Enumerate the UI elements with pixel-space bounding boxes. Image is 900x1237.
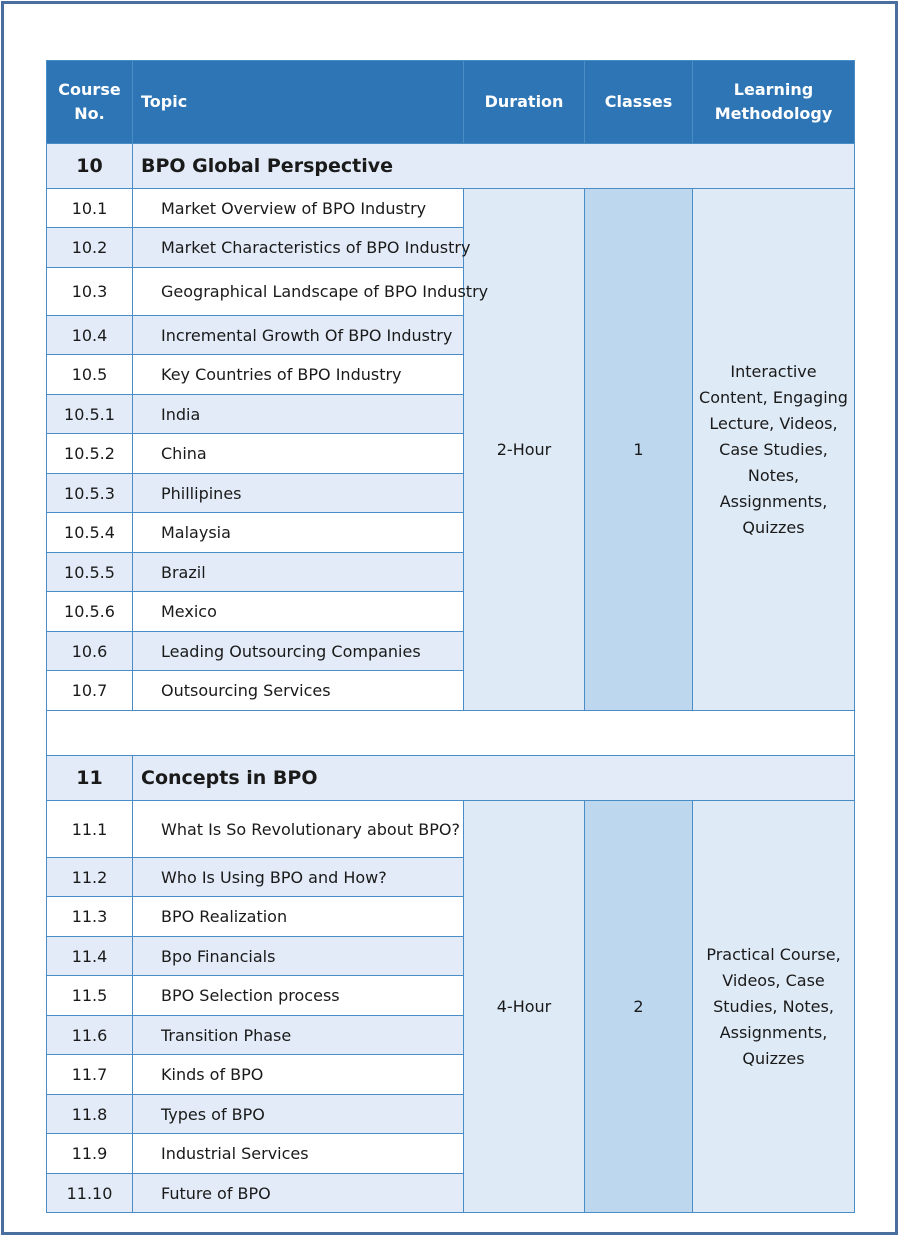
- course-number-cell: 10.1: [47, 189, 133, 228]
- topic-cell: BPO Realization: [133, 897, 464, 937]
- spacer-cell: [47, 711, 855, 756]
- header-duration: Duration: [464, 61, 585, 144]
- topic-cell: Mexico: [133, 592, 464, 632]
- topic-cell: Market Characteristics of BPO Industry: [133, 228, 464, 268]
- course-table: [46, 60, 855, 1213]
- spacer-row: [47, 711, 855, 756]
- course-number-cell: 10.5.3: [47, 474, 133, 513]
- course-number-cell: 10.2: [47, 228, 133, 268]
- topic-cell: Malaysia: [133, 513, 464, 553]
- topic-cell: Who Is Using BPO and How?: [133, 858, 464, 897]
- course-number-cell: 11.5: [47, 976, 133, 1016]
- methodology-cell: Interactive Content, Engaging Lecture, Videos, Case Studies, Notes, Assignments, Quizzes: [693, 189, 855, 711]
- course-number-cell: 11.6: [47, 1016, 133, 1055]
- topic-cell: Brazil: [133, 553, 464, 592]
- topic-cell: What Is So Revolutionary about BPO?: [133, 801, 464, 858]
- topic-cell: China: [133, 434, 464, 474]
- topic-cell: Phillipines: [133, 474, 464, 513]
- course-number-cell: 10.4: [47, 316, 133, 355]
- course-number-cell: 10.5.1: [47, 395, 133, 434]
- topic-cell: Bpo Financials: [133, 937, 464, 976]
- table-row: [47, 801, 855, 858]
- classes-cell: 2: [585, 801, 693, 1213]
- topic-cell: Leading Outsourcing Companies: [133, 632, 464, 671]
- section-title: Concepts in BPO: [133, 756, 855, 801]
- course-number-cell: 11.2: [47, 858, 133, 897]
- course-number-cell: 10.6: [47, 632, 133, 671]
- course-number-cell: 11.9: [47, 1134, 133, 1174]
- methodology-cell: Practical Course, Videos, Case Studies, Notes, Assignments, Quizzes: [693, 801, 855, 1213]
- header-classes: Classes: [585, 61, 693, 144]
- topic-cell: Industrial Services: [133, 1134, 464, 1174]
- topic-cell: BPO Selection process: [133, 976, 464, 1016]
- course-number-cell: 11.8: [47, 1095, 133, 1134]
- topic-cell: Incremental Growth Of BPO Industry: [133, 316, 464, 355]
- table-row: [47, 189, 855, 228]
- topic-cell: Key Countries of BPO Industry: [133, 355, 464, 395]
- course-number-cell: 10.5.6: [47, 592, 133, 632]
- classes-cell: 1: [585, 189, 693, 711]
- duration-cell: 2-Hour: [464, 189, 585, 711]
- section-number: 10: [47, 144, 133, 189]
- topic-cell: Kinds of BPO: [133, 1055, 464, 1095]
- topic-cell: Market Overview of BPO Industry: [133, 189, 464, 228]
- topic-cell: Geographical Landscape of BPO Industry: [133, 268, 464, 316]
- course-number-cell: 10.5.5: [47, 553, 133, 592]
- course-number-cell: 10.5.4: [47, 513, 133, 553]
- course-number-cell: 10.3: [47, 268, 133, 316]
- section-row: [47, 144, 855, 189]
- topic-cell: India: [133, 395, 464, 434]
- topic-cell: Future of BPO: [133, 1174, 464, 1213]
- header-learning-methodology: Learning Methodology: [693, 61, 855, 144]
- section-number: 11: [47, 756, 133, 801]
- course-number-cell: 11.1: [47, 801, 133, 858]
- course-number-cell: 11.3: [47, 897, 133, 937]
- course-number-cell: 11.10: [47, 1174, 133, 1213]
- course-number-cell: 11.7: [47, 1055, 133, 1095]
- course-number-cell: 11.4: [47, 937, 133, 976]
- topic-cell: Outsourcing Services: [133, 671, 464, 711]
- topic-cell: Transition Phase: [133, 1016, 464, 1055]
- course-number-cell: 10.5.2: [47, 434, 133, 474]
- topic-cell: Types of BPO: [133, 1095, 464, 1134]
- duration-cell: 4-Hour: [464, 801, 585, 1213]
- course-number-cell: 10.7: [47, 671, 133, 711]
- section-title: BPO Global Perspective: [133, 144, 855, 189]
- header-course-no: Course No.: [47, 61, 133, 144]
- table-header-row: [47, 61, 855, 144]
- course-number-cell: 10.5: [47, 355, 133, 395]
- header-topic: Topic: [133, 61, 464, 144]
- section-row: [47, 756, 855, 801]
